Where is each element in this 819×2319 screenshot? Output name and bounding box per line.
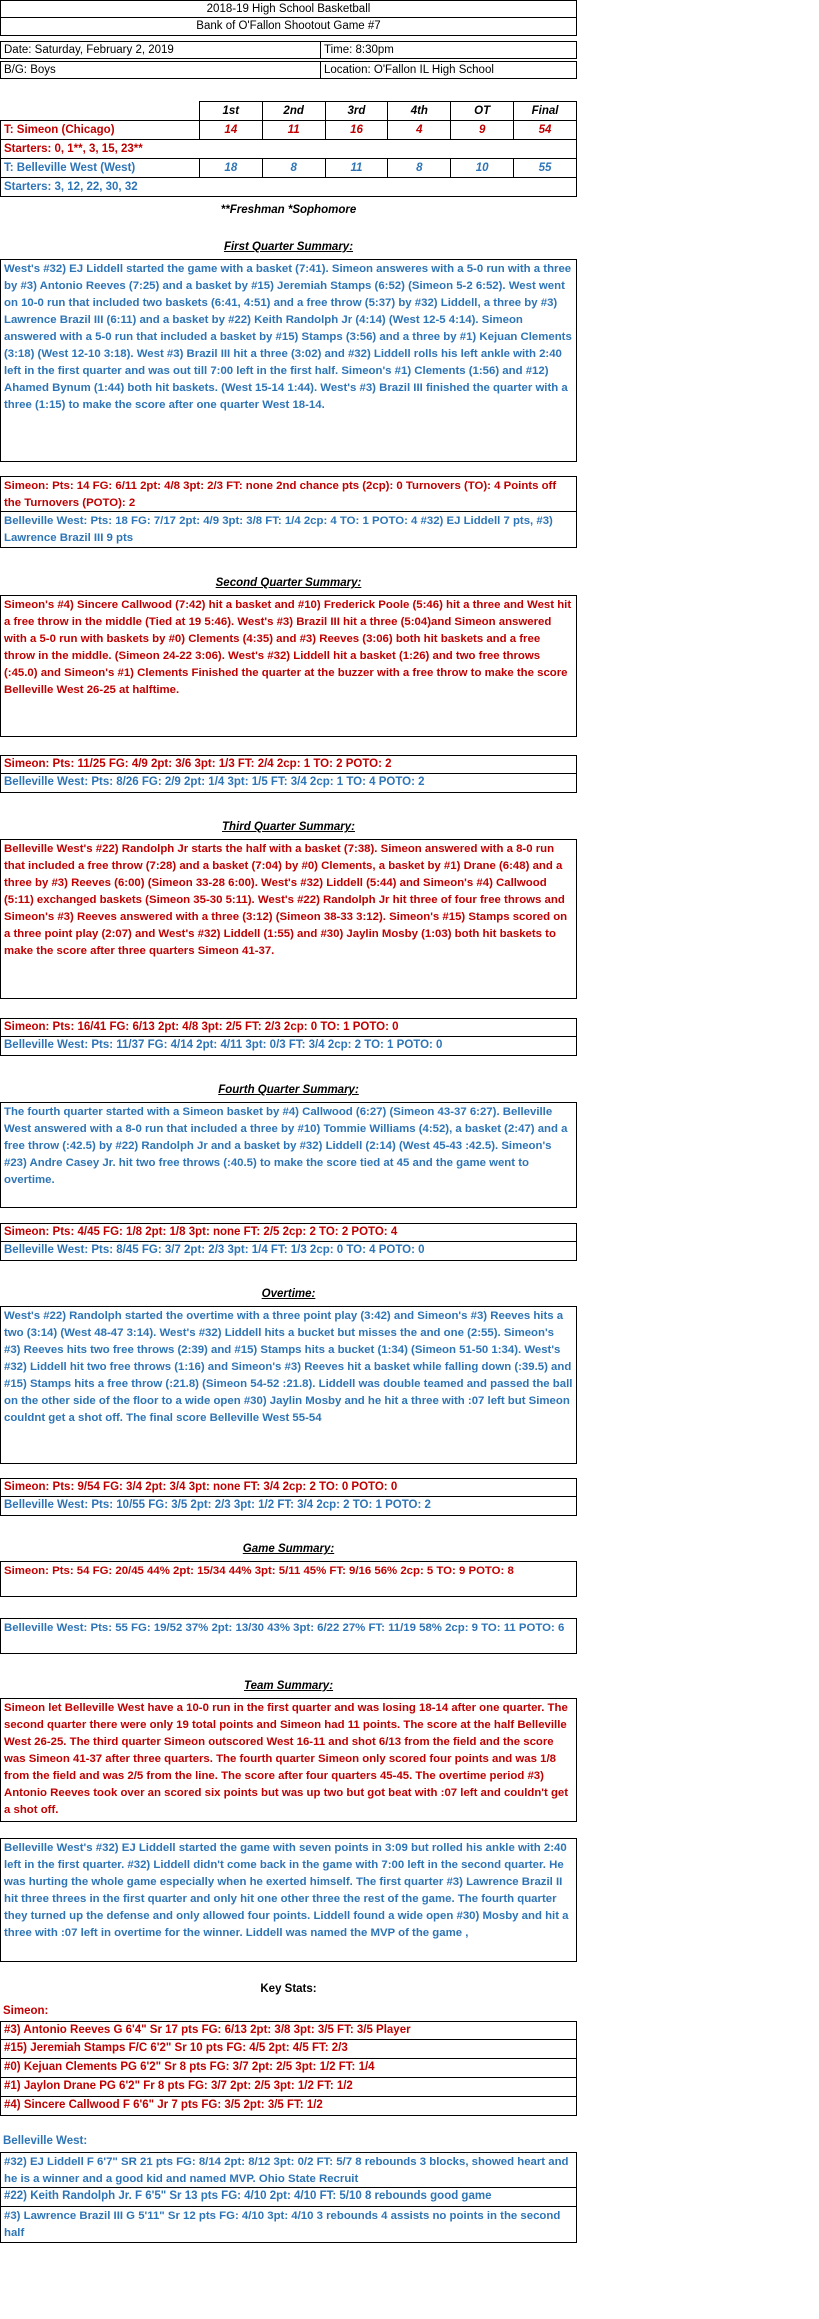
game-date: Date: Saturday, February 2, 2019 bbox=[1, 42, 321, 58]
player-stat-row: #3) Antonio Reeves G 6'4" Sr 17 pts FG: 6/13 2pt: 3/8 3pt: 3/5 FT: 3/5 Player bbox=[0, 2021, 577, 2040]
team2-q1: 18 bbox=[199, 159, 262, 178]
q1-stats-west: Belleville West: Pts: 18 FG: 7/17 2pt: 4/9 3pt: 3/8 FT: 1/4 2cp: 4 TO: 1 POTO: 4 #32) EJ Liddell 7 pts, #3) Lawrence Brazil III 9 pts bbox=[0, 512, 577, 548]
player-stat-row: #0) Kejuan Clements PG 6'2" Sr 8 pts FG: 3/7 2pt: 2/5 3pt: 1/2 FT: 1/4 bbox=[0, 2059, 577, 2078]
team1-q1: 14 bbox=[199, 121, 262, 140]
team2-score-row bbox=[1, 159, 577, 178]
q2-title: Second Quarter Summary: bbox=[215, 577, 362, 589]
col-2nd: 2nd bbox=[262, 102, 325, 121]
ot-title: Overtime: bbox=[261, 1288, 316, 1300]
q3-title: Third Quarter Summary: bbox=[222, 821, 355, 833]
team1-score-row bbox=[1, 121, 577, 140]
ot-summary: West's #22) Randolph started the overtime with a three point play (3:42) and Simeon's #3) Reeves hits a two (3:14) (West 48-47 3:14). West's #32) Liddell hits a bucket but misses the and one (2:55). Simeon's #3) Reeves hits two free throws (2:39) and #15) Stamps hits a bucket (1:34) (Simeon 51-50 1:34). West's #32) Liddell hit two free throws (1:16) and Simeon's #3) Reeves hit a basket while falling down (:39.5) and #15) Stamps hits a free throw (:21.8) (Simeon 54-52 :21.8). Liddell was double teamed and passed the ball on the other side of the floor to a wide open #30) Jaylin Mosby and he hit a three with :07 left but Simeon couldnt get a shot off. The final score Belleville West 55-54 bbox=[0, 1306, 577, 1464]
team2-q3: 11 bbox=[325, 159, 388, 178]
game-stats-west: Belleville West: Pts: 55 FG: 19/52 37% 2pt: 13/30 43% 3pt: 6/22 27% FT: 11/19 58% 2cp: 9 TO: 11 POTO: 6 bbox=[0, 1618, 577, 1654]
team1-final: 54 bbox=[514, 121, 577, 140]
player-stat-row: #15) Jeremiah Stamps F/C 6'2" Sr 10 pts FG: 4/5 2pt: 4/5 FT: 2/3 bbox=[0, 2040, 577, 2059]
team1-q3: 16 bbox=[325, 121, 388, 140]
q3-stats-simeon: Simeon: Pts: 16/41 FG: 6/13 2pt: 4/8 3pt: 2/5 FT: 2/3 2cp: 0 TO: 1 POTO: 0 bbox=[0, 1018, 577, 1037]
team2-starters-row bbox=[1, 178, 577, 197]
q2-stats-west: Belleville West: Pts: 8/26 FG: 2/9 2pt: 1/4 3pt: 1/5 FT: 3/4 2cp: 1 TO: 4 POTO: 2 bbox=[0, 774, 577, 793]
class-legend: **Freshman *Sophomore bbox=[220, 204, 357, 216]
q4-title: Fourth Quarter Summary: bbox=[218, 1084, 359, 1096]
col-final: Final bbox=[514, 102, 577, 121]
game-name: Bank of O'Fallon Shootout Game #7 bbox=[0, 18, 577, 36]
team2-name: T: Belleville West (West) bbox=[1, 159, 200, 178]
team-summary-simeon: Simeon let Belleville West have a 10-0 run in the first quarter and was losing 18-14 after one quarter. The second quarter there were only 19 total points and Simeon had 11 points. The score at the half Belleville West 26-25. The third quarter Simeon outscored West 16-11 and shot 6/13 from the field and the score was Simeon 41-37 after three quarters. The fourth quarter Simeon only scored four points and was 1/8 from the field and was 2/5 from the line. The score after four quarters 45-45. The overtime period #3) Antonio Reeves took over an scored six points but was up two but got beat with :07 left and couldn't get a shot off. bbox=[0, 1698, 577, 1822]
game-summary-title: Game Summary: bbox=[242, 1543, 335, 1555]
team2-q4: 8 bbox=[388, 159, 451, 178]
team1-name: T: Simeon (Chicago) bbox=[1, 121, 200, 140]
date-time-row bbox=[0, 41, 577, 59]
team-summary-west: Belleville West's #32) EJ Liddell started the game with seven points in 3:09 but rolled his ankle with 2:40 left in the first quarter. #32) Liddell didn't come back in the game with 7:00 left in the second quarter. He was hurting the whole game especially when he exerted himself. The first quarter #3) Lawrence Brazil II hit three threes in the first quarter and only hit one other three the rest of the game. The fourth quarter they turned up the defense and only allowed four points. Liddell found a wide open #30) Mosby and hit a three with :07 left in overtime for the winner. Liddell was named the MVP of the game , bbox=[0, 1838, 577, 1962]
player-stat-row: #22) Keith Randolph Jr. F 6'5" Sr 13 pts FG: 4/10 2pt: 4/10 FT: 5/10 8 rebounds good game bbox=[0, 2188, 577, 2207]
q3-summary: Belleville West's #22) Randolph Jr starts the half with a basket (7:38). Simeon answered with a 8-0 run that included a free throw (7:28) and a basket (7:04) by #0) Clements, a basket by #1) Drane (6:48) and a three by #3) Reeves (6:00) (Simeon 33-28 6:00). West's #32) Liddell (5:44) and Simeon's #4) Callwood (5:11) exchanged baskets (Simeon 35-30 5:11). West's #22) Randolph Jr hit three of four free throws and Simeon's #3) Reeves answered with a three (3:12) (Simeon 38-33 3:12). Simeon's #15) Stamps scored on a three point play (2:07) and West's #32) Liddell (1:55) and #30) Jaylin Mosby (1:03) both hit baskets to make the score after three quarters Simeon 41-37. bbox=[0, 839, 577, 999]
team1-q4: 4 bbox=[388, 121, 451, 140]
score-table bbox=[0, 101, 577, 197]
team-summary-title: Team Summary: bbox=[243, 1680, 334, 1692]
key-stats-west-label: Belleville West: bbox=[3, 2135, 88, 2147]
division-location-row bbox=[0, 61, 577, 79]
team1-ot: 9 bbox=[451, 121, 514, 140]
game-time: Time: 8:30pm bbox=[324, 44, 394, 56]
col-ot: OT bbox=[451, 102, 514, 121]
player-stat-row: #3) Lawrence Brazil III G 5'11" Sr 12 pts FG: 4/10 3pt: 4/10 3 rebounds 4 assists no points in the second half bbox=[0, 2207, 577, 2243]
q1-title: First Quarter Summary: bbox=[223, 241, 354, 253]
player-stat-row: #32) EJ Liddell F 6'7" SR 21 pts FG: 8/14 2pt: 8/12 3pt: 0/2 FT: 5/7 8 rebounds 3 blocks, showed heart and he is a winner and a good kid and named MVP. Ohio State Recruit bbox=[0, 2152, 577, 2188]
q1-stats-simeon: Simeon: Pts: 14 FG: 6/11 2pt: 4/8 3pt: 2/3 FT: none 2nd chance pts (2cp): 0 Turnovers (TO): 4 Points off the Turnovers (POTO): 2 bbox=[0, 476, 577, 512]
score-header-row bbox=[1, 102, 577, 121]
col-3rd: 3rd bbox=[325, 102, 388, 121]
team2-ot: 10 bbox=[451, 159, 514, 178]
q1-summary: West's #32) EJ Liddell started the game with a basket (7:41). Simeon answeres with a 5-0 run with a three by #3) Antonio Reeves (7:25) and a basket by #15) Jeremiah Stamps (6:52) (Simeon 5-2 6:52). West went on 10-0 run that included two baskets (6:41, 4:51) and a free throw (5:37) by #32) Liddell, a three by #3) Lawrence Brazil III (6:11) and a basket by #22) Keith Randolph Jr (4:14) (West 12-5 4:14). Simeon answered with a 5-0 run that included a basket by #15) Stamps (3:56) and a three by #1) Kejuan Clements (3:18) (West 12-10 3:18). West #3) Brazil III hit a three (3:02) and #32) Liddell rolls his left ankle with 2:40 left in the first quarter and was out till 7:00 left in the first half. Simeon's #1) Clements (1:56) and #12) Ahamed Bynum (1:44) both hit baskets. (West 15-14 1:44). West's #3) Brazil III finished the quarter with a three (1:15) to make the score after one quarter West 18-14. bbox=[0, 259, 577, 462]
game-division: B/G: Boys bbox=[1, 62, 321, 78]
q4-stats-west: Belleville West: Pts: 8/45 FG: 3/7 2pt: 2/3 3pt: 1/4 FT: 1/3 2cp: 0 TO: 4 POTO: 0 bbox=[0, 1242, 577, 1261]
key-stats-simeon-label: Simeon: bbox=[3, 2005, 49, 2017]
q2-stats-simeon: Simeon: Pts: 11/25 FG: 4/9 2pt: 3/6 3pt: 1/3 FT: 2/4 2cp: 1 TO: 2 POTO: 2 bbox=[0, 755, 577, 774]
team1-q2: 11 bbox=[262, 121, 325, 140]
col-4th: 4th bbox=[388, 102, 451, 121]
player-stat-row: #4) Sincere Callwood F 6'6" Jr 7 pts FG: 3/5 2pt: 3/5 FT: 1/2 bbox=[0, 2097, 577, 2116]
ot-stats-west: Belleville West: Pts: 10/55 FG: 3/5 2pt: 2/3 3pt: 1/2 FT: 3/4 2cp: 2 TO: 1 POTO: 2 bbox=[0, 1497, 577, 1516]
team2-q2: 8 bbox=[262, 159, 325, 178]
team1-starters-row bbox=[1, 140, 577, 159]
q4-stats-simeon: Simeon: Pts: 4/45 FG: 1/8 2pt: 1/8 3pt: none FT: 2/5 2cp: 2 TO: 2 POTO: 4 bbox=[0, 1223, 577, 1242]
game-location: Location: O'Fallon IL High School bbox=[324, 64, 494, 76]
col-1st: 1st bbox=[199, 102, 262, 121]
report-title: 2018-19 High School Basketball bbox=[0, 0, 577, 18]
game-stats-simeon: Simeon: Pts: 54 FG: 20/45 44% 2pt: 15/34 44% 3pt: 5/11 45% FT: 9/16 56% 2cp: 5 TO: 9 POTO: 8 bbox=[0, 1561, 577, 1597]
team2-starters: Starters: 3, 12, 22, 30, 32 bbox=[1, 178, 577, 197]
ot-stats-simeon: Simeon: Pts: 9/54 FG: 3/4 2pt: 3/4 3pt: none FT: 3/4 2cp: 2 TO: 0 POTO: 0 bbox=[0, 1478, 577, 1497]
key-stats-title: Key Stats: bbox=[260, 1983, 317, 1995]
player-stat-row: #1) Jaylon Drane PG 6'2" Fr 8 pts FG: 3/7 2pt: 2/5 3pt: 1/2 FT: 1/2 bbox=[0, 2078, 577, 2097]
q2-summary: Simeon's #4) Sincere Callwood (7:42) hit a basket and #10) Frederick Poole (5:46) hit a three and West hit a free throw in the middle (Tied at 19 5:46). West's #3) Brazil III hit a three (5:04)and Simeon answered with a 5-0 run with baskets by #0) Clements (4:35) and #3) Reeves (3:06) both hit baskets and a free throw in the middle. (Simeon 24-22 3:06). West's #32) Liddell hit a basket (1:26) and two free throws (:45.0) and Simeon's #1) Clements Finished the quarter at the buzzer with a free throw to make the score Belleville West 26-25 at halftime. bbox=[0, 595, 577, 737]
team2-final: 55 bbox=[514, 159, 577, 178]
q3-stats-west: Belleville West: Pts: 11/37 FG: 4/14 2pt: 4/11 3pt: 0/3 FT: 3/4 2cp: 2 TO: 1 POTO: 0 bbox=[0, 1037, 577, 1056]
team1-starters: Starters: 0, 1**, 3, 15, 23** bbox=[1, 140, 577, 159]
q4-summary: The fourth quarter started with a Simeon basket by #4) Callwood (6:27) (Simeon 43-37 6:27). Belleville West answered with a 8-0 run that included a three by #10) Tommie Williams (4:52), a basket (2:47) and a free throw (:42.5) by #22) Randolph Jr and a basket by #32) Liddell (2:14) (West 45-43 :42.5). Simeon's #23) Andre Casey Jr. hit two free throws (:40.5) to make the score tied at 45 and the game went to overtime. bbox=[0, 1102, 577, 1208]
